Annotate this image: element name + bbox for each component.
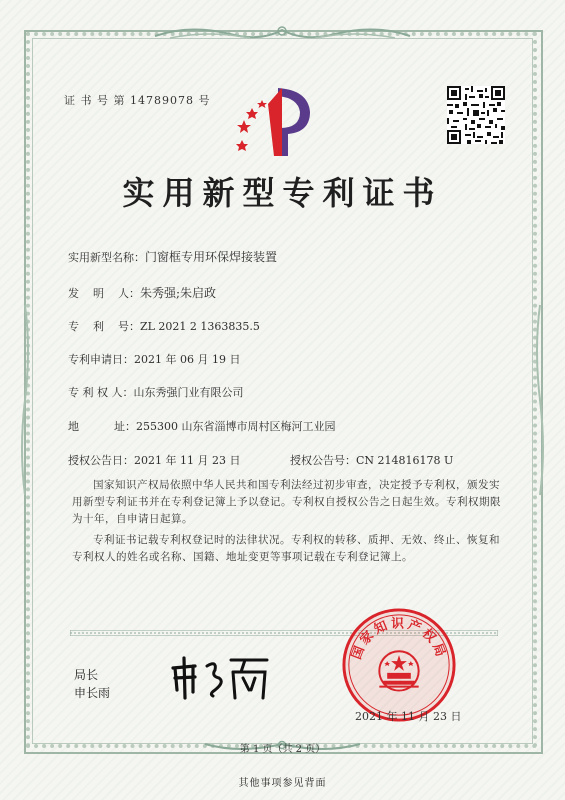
field-label: 发 明 人： bbox=[68, 287, 140, 300]
field-label: 专利申请日： bbox=[68, 353, 134, 366]
field-value: 朱秀强;朱启政 bbox=[139, 286, 217, 300]
field-patent-number bbox=[68, 318, 260, 334]
field-value: 255300 山东省淄博市周村区梅河工业园 bbox=[135, 420, 336, 433]
field-address bbox=[68, 418, 335, 434]
top-ornament bbox=[150, 22, 415, 44]
qr-code-icon bbox=[447, 86, 505, 144]
field-value: 门窗框专用环保焊接装置 bbox=[145, 250, 278, 264]
field-label: 授权公告号： bbox=[290, 454, 356, 467]
field-label: 地 址： bbox=[68, 420, 136, 433]
field-value: 2021 年 11 月 23 日 bbox=[134, 454, 241, 467]
signatory-name: 申长雨 bbox=[74, 686, 111, 700]
right-ornament bbox=[533, 300, 547, 500]
field-label: 专 利 号： bbox=[68, 320, 140, 333]
field-label: 实用新型名称： bbox=[68, 251, 145, 264]
field-inventor bbox=[68, 284, 216, 301]
patent-office-emblem-icon bbox=[230, 82, 330, 162]
page-number: 第 1 页（共 2 页） bbox=[239, 744, 326, 755]
field-value: 山东秀强门业有限公司 bbox=[133, 386, 244, 399]
field-grant-number bbox=[290, 452, 453, 468]
handwritten-signature bbox=[165, 650, 275, 705]
certificate-paragraph-2: 专利证书记载专利权登记时的法律状况。专利权的转移、质押、无效、终止、恢复和专利权人的姓名或名称、国籍、地址变更等事项记载在专利登记簿上。 bbox=[72, 534, 500, 563]
left-ornament bbox=[18, 300, 32, 500]
field-value: CN 214816178 U bbox=[356, 454, 454, 467]
field-value: ZL 2021 2 1363835.5 bbox=[139, 320, 260, 333]
signatory-title: 局长 bbox=[74, 668, 99, 682]
field-label: 授权公告日： bbox=[68, 454, 134, 467]
field-grant-date bbox=[68, 452, 240, 468]
field-filing-date bbox=[68, 351, 240, 367]
certificate-number: 证 书 号 第 14789078 号 bbox=[64, 94, 211, 107]
svg-text:国家知识产权局: 国家知识产权局 bbox=[349, 616, 449, 662]
field-value: 2021 年 06 月 19 日 bbox=[134, 353, 241, 366]
certificate-title: 实用新型专利证书 bbox=[122, 174, 443, 212]
field-label: 专 利 权 人： bbox=[68, 386, 134, 399]
certificate-paragraph-1: 国家知识产权局依照中华人民共和国专利法经过初步审查，决定授予专利权，颁发实用新型专利证书并在专利登记簿上予以登记。专利权自授权公告之日起生效。专利权期限为十年，自申请日起算。 bbox=[72, 479, 501, 525]
official-seal-icon bbox=[340, 606, 458, 724]
field-patentee bbox=[68, 384, 244, 400]
seal-date: 2021 年 11 月 23 日 bbox=[355, 710, 462, 723]
footer-note: 其他事项参见背面 bbox=[238, 778, 327, 789]
field-utility-model-name bbox=[68, 248, 277, 265]
